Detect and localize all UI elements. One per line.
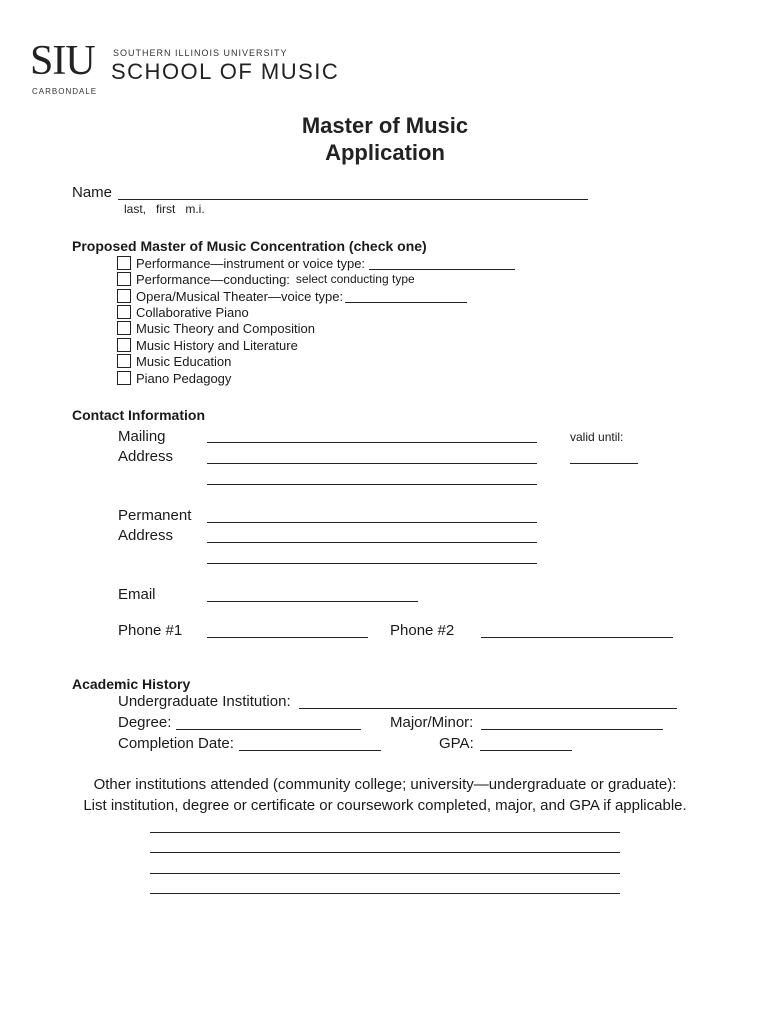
other-line-2[interactable]	[150, 852, 620, 853]
name-input[interactable]	[118, 199, 588, 200]
phone1-label: Phone #1	[118, 622, 183, 639]
valid-until-input[interactable]	[570, 463, 638, 464]
other-instructions-2: List institution, degree or certificate or coursework completed, major, and GPA if applicable.	[83, 797, 687, 814]
option-piano-pedagogy[interactable]	[117, 370, 231, 386]
option-performance-conducting[interactable]	[117, 271, 415, 287]
checkbox[interactable]	[117, 289, 131, 303]
completion-label: Completion Date:	[118, 735, 234, 752]
checkbox[interactable]	[117, 371, 131, 385]
opera-voice-type-input[interactable]	[345, 290, 467, 303]
university-name: SOUTHERN ILLINOIS UNIVERSITY	[113, 48, 288, 58]
major-label: Major/Minor:	[390, 714, 474, 731]
other-line-4[interactable]	[150, 893, 620, 894]
mailing-label: Mailing	[118, 428, 166, 445]
siu-logo-mark: SIU	[30, 38, 95, 84]
phone2-label: Phone #2	[390, 622, 455, 639]
mailing-line-1[interactable]	[207, 442, 537, 443]
other-instructions-1: Other institutions attended (community college; university—undergraduate or graduate):	[93, 776, 677, 793]
email-input[interactable]	[207, 601, 418, 602]
checkbox[interactable]	[117, 256, 131, 270]
voice-type-input[interactable]	[369, 257, 515, 270]
option-label: Performance—conducting:	[136, 271, 290, 287]
checkbox[interactable]	[117, 305, 131, 319]
option-history-literature[interactable]	[117, 337, 298, 353]
option-label: Performance—instrument or voice type:	[136, 255, 366, 271]
gpa-input[interactable]	[480, 750, 572, 751]
permanent-line-2[interactable]	[207, 542, 537, 543]
name-hint: last, first m.i.	[124, 202, 205, 216]
undergrad-label: Undergraduate Institution:	[118, 693, 291, 710]
permanent-line-1[interactable]	[207, 522, 537, 523]
phone2-input[interactable]	[481, 637, 673, 638]
checkbox[interactable]	[117, 338, 131, 352]
degree-label: Degree:	[118, 714, 172, 731]
gpa-label: GPA:	[439, 735, 474, 752]
permanent-address-label: Address	[118, 527, 174, 544]
undergrad-input[interactable]	[299, 708, 677, 709]
contact-heading: Contact Information	[72, 407, 205, 423]
option-collaborative-piano[interactable]	[117, 304, 249, 320]
permanent-line-3[interactable]	[207, 563, 537, 564]
other-line-3[interactable]	[150, 873, 620, 874]
mailing-line-2[interactable]	[207, 463, 537, 464]
option-label: Music Education	[136, 353, 232, 369]
school-name: SCHOOL OF MUSIC	[111, 59, 340, 84]
mailing-address-label: Address	[118, 448, 174, 465]
other-line-1[interactable]	[150, 832, 620, 833]
name-label: Name	[72, 184, 113, 201]
option-label: Piano Pedagogy	[136, 370, 232, 386]
valid-until-label: valid until:	[570, 430, 624, 444]
conducting-type-select[interactable]: select conducting type	[295, 272, 415, 286]
phone1-input[interactable]	[207, 637, 368, 638]
option-opera[interactable]	[117, 288, 467, 304]
option-performance-instrument[interactable]	[117, 255, 515, 271]
email-label: Email	[118, 586, 156, 603]
option-theory-composition[interactable]	[117, 320, 315, 336]
mailing-line-3[interactable]	[207, 484, 537, 485]
permanent-label: Permanent	[118, 507, 192, 524]
option-music-education[interactable]	[117, 353, 231, 369]
page-title: Master of Music	[301, 113, 469, 138]
checkbox[interactable]	[117, 272, 131, 286]
checkbox[interactable]	[117, 321, 131, 335]
completion-input[interactable]	[239, 750, 381, 751]
campus-name: CARBONDALE	[32, 87, 98, 96]
academic-heading: Academic History	[72, 676, 191, 692]
degree-input[interactable]	[176, 729, 361, 730]
option-label: Collaborative Piano	[136, 304, 249, 320]
concentration-heading: Proposed Master of Music Concentration (check one)	[72, 238, 427, 254]
option-label: Music History and Literature	[136, 337, 298, 353]
page-subtitle: Application	[325, 140, 445, 165]
option-label: Music Theory and Composition	[136, 320, 315, 336]
major-input[interactable]	[481, 729, 663, 730]
option-label: Opera/Musical Theater—voice type:	[136, 288, 344, 304]
checkbox[interactable]	[117, 354, 131, 368]
